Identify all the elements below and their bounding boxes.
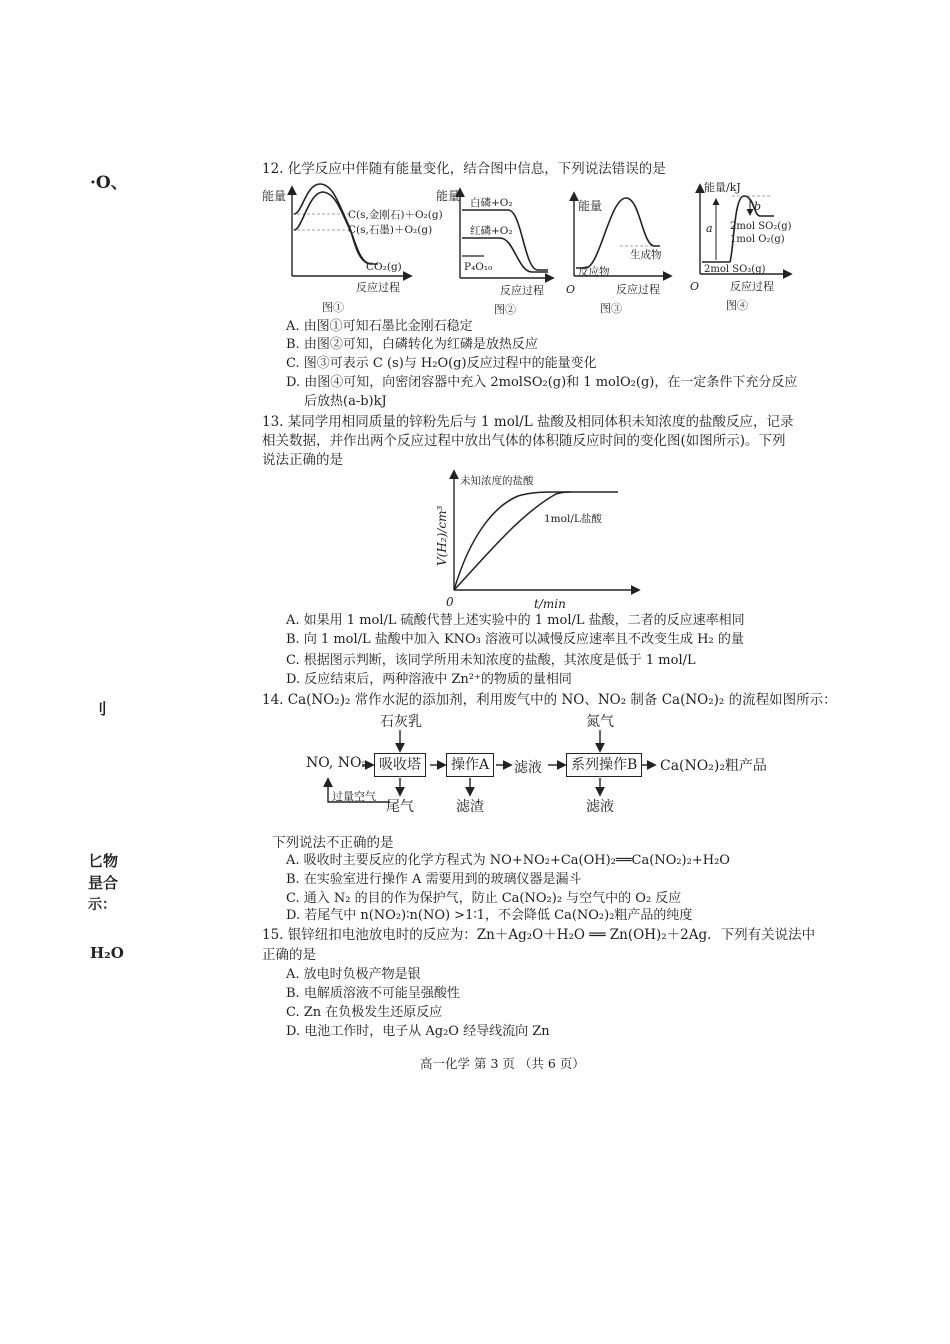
fig3-ylabel: 能量 bbox=[578, 199, 603, 213]
margin-mark-2: 刂 bbox=[92, 700, 108, 718]
margin-mark-1: ·O、 bbox=[90, 173, 128, 193]
q12-option-d-cont: 后放热(a-b)kJ bbox=[304, 394, 387, 409]
q12-figures bbox=[260, 178, 800, 318]
flow-liquid: 滤液 bbox=[586, 799, 614, 815]
fig2-label-3: P₄O₁₀ bbox=[464, 261, 493, 273]
fig4-label-b: b bbox=[754, 200, 762, 213]
fig4-label-3: 2mol SO₃(g) bbox=[704, 264, 766, 275]
fig2-xlabel: 反应过程 bbox=[500, 284, 544, 297]
q12-option-a: A. 由图①可知石墨比金刚石稳定 bbox=[286, 319, 473, 334]
fig4-label-a: a bbox=[706, 222, 713, 235]
flow-air: 过量空气 bbox=[332, 790, 376, 803]
figure-1 bbox=[262, 184, 443, 314]
fig3-label-1: 生成物 bbox=[630, 249, 662, 261]
flow-absorber-box: 吸收塔 bbox=[374, 753, 426, 777]
figure-2 bbox=[436, 188, 552, 316]
margin-mark-5: 示： bbox=[88, 897, 116, 913]
fig3-label-2: 反应物 bbox=[578, 266, 610, 278]
flow-lime: 石灰乳 bbox=[380, 714, 422, 730]
fig4-ylabel: 能量/kJ bbox=[704, 181, 741, 194]
q13-chart bbox=[430, 466, 650, 614]
q13-stem-line-1: 13. 某同学用相同质量的锌粉先后与 1 mol/L 盐酸及相同体积未知浓度的盐酸反应，记录 bbox=[262, 414, 794, 430]
q15-option-c: C. Zn 在负极发生还原反应 bbox=[286, 1005, 443, 1020]
q15-option-d: D. 电池工作时，电子从 Ag₂O 经导线流向 Zn bbox=[286, 1024, 550, 1039]
fig4-xlabel: 反应过程 bbox=[730, 280, 774, 293]
q13-stem-line-2: 相关数据，并作出两个反应过程中放出气体的体积随反应时间的变化图(如图所示)。下列 bbox=[262, 433, 786, 449]
q14-prompt: 下列说法不正确的是 bbox=[272, 835, 394, 851]
chart-xlabel: t/min bbox=[534, 597, 566, 611]
q12-stem: 12. 化学反应中伴随有能量变化，结合图中信息，下列说法错误的是 bbox=[262, 161, 666, 177]
chart-origin: 0 bbox=[446, 595, 454, 609]
fig1-label-2: C(s,石墨)＋O₂(g) bbox=[348, 224, 433, 236]
fig4-label-2: 1mol O₂(g) bbox=[730, 234, 785, 245]
flow-nitrogen: 氮气 bbox=[586, 714, 614, 730]
q15-option-b: B. 电解质溶液不可能呈强酸性 bbox=[286, 986, 460, 1001]
fig1-xlabel: 反应过程 bbox=[356, 281, 400, 294]
q14-stem: 14. Ca(NO₂)₂ 常作水泥的添加剂，利用废气中的 NO、NO₂ 制备 Ca(NO₂)₂ 的流程如图所示： bbox=[262, 692, 837, 708]
fig3-origin: O bbox=[566, 283, 576, 296]
figure-3 bbox=[566, 194, 670, 315]
q14-option-b: B. 在实验室进行操作 A 需要用到的玻璃仪器是漏斗 bbox=[286, 872, 582, 887]
fig3-xlabel: 反应过程 bbox=[616, 283, 660, 296]
flow-opB-box: 系列操作B bbox=[566, 753, 642, 777]
curve-1mol-acid bbox=[454, 492, 570, 590]
fig4-origin: O bbox=[690, 280, 700, 293]
q13-option-d: D. 反应结束后，两种溶液中 Zn²⁺的物质的量相同 bbox=[286, 672, 572, 687]
q13-option-c: C. 根据图示判断，该同学所用未知浓度的盐酸，其浓度是低于 1 mol/L bbox=[286, 653, 696, 668]
q14-option-c: C. 通入 N₂ 的目的作为保护气，防止 Ca(NO₂)₂ 与空气中的 O₂ 反应 bbox=[286, 891, 682, 906]
fig1-label-1: C(s,金刚石)＋O₂(g) bbox=[348, 209, 443, 221]
fig2-label-1: 白磷+O₂ bbox=[470, 197, 513, 209]
q15-stem-line-1: 15. 银锌纽扣电池放电时的反应为：Zn＋Ag₂O＋H₂O ══ Zn(OH)₂＋2Ag．下列有关说法中 bbox=[262, 927, 816, 943]
fig3-caption: 图③ bbox=[600, 302, 622, 315]
fig4-caption: 图④ bbox=[726, 299, 748, 312]
flow-tailgas: 尾气 bbox=[386, 799, 414, 815]
q14-option-a: A. 吸收时主要反应的化学方程式为 NO+NO₂+Ca(OH)₂══Ca(NO₂)₂+H₂O bbox=[286, 853, 730, 868]
margin-mark-4: 昰合 bbox=[88, 874, 119, 892]
chart-ylabel: V(H₂)/cm³ bbox=[435, 505, 449, 566]
q15-option-a: A. 放电时负极产物是银 bbox=[286, 967, 421, 982]
flow-residue: 滤渣 bbox=[456, 799, 484, 815]
fig2-caption: 图② bbox=[494, 303, 516, 316]
q13-option-b: B. 向 1 mol/L 盐酸中加入 KNO₃ 溶液可以减慢反应速率且不改变生成 H₂ 的量 bbox=[286, 632, 744, 647]
fig2-ylabel: 能量 bbox=[436, 189, 461, 203]
flow-opA-box: 操作A bbox=[446, 753, 494, 777]
fig1-caption: 图① bbox=[322, 301, 344, 314]
fig4-label-1: 2mol SO₂(g) bbox=[730, 221, 792, 232]
margin-mark-6: H₂O bbox=[90, 944, 124, 962]
q13-option-a: A. 如果用 1 mol/L 硫酸代替上述实验中的 1 mol/L 盐酸，二者的反应速率相同 bbox=[286, 613, 745, 628]
fig2-label-2: 红磷+O₂ bbox=[470, 225, 513, 237]
flow-product: Ca(NO₂)₂粗产品 bbox=[660, 758, 767, 774]
margin-mark-3: 匕物 bbox=[88, 852, 119, 870]
chart-curve2-label: 1mol/L盐酸 bbox=[544, 513, 602, 525]
q12-option-d: D. 由图④可知，向密闭容器中充入 2molSO₂(g)和 1 molO₂(g)，在一定条件下充分反应 bbox=[286, 375, 798, 390]
flow-input: NO, NO₂ bbox=[306, 755, 368, 771]
fig1-label-3: CO₂(g) bbox=[366, 261, 402, 273]
fig1-ylabel: 能量 bbox=[262, 189, 287, 203]
page-footer: 高一化学 第 3 页 （共 6 页） bbox=[420, 1056, 585, 1071]
q12-option-c: C. 图③可表示 C (s)与 H₂O(g)反应过程中的能量变化 bbox=[286, 356, 597, 371]
flow-filtrate: 滤液 bbox=[514, 760, 542, 776]
q13-stem-line-3: 说法正确的是 bbox=[262, 452, 343, 468]
q15-stem-line-2: 正确的是 bbox=[262, 947, 316, 963]
q14-option-d: D. 若尾气中 n(NO₂)∶n(NO) >1∶1，不会降低 Ca(NO₂)₂粗产品的纯度 bbox=[286, 908, 693, 923]
q12-option-b: B. 由图②可知，白磷转化为红磷是放热反应 bbox=[286, 337, 538, 352]
chart-curve1-label: 未知浓度的盐酸 bbox=[460, 475, 534, 487]
figure-4 bbox=[690, 180, 792, 312]
